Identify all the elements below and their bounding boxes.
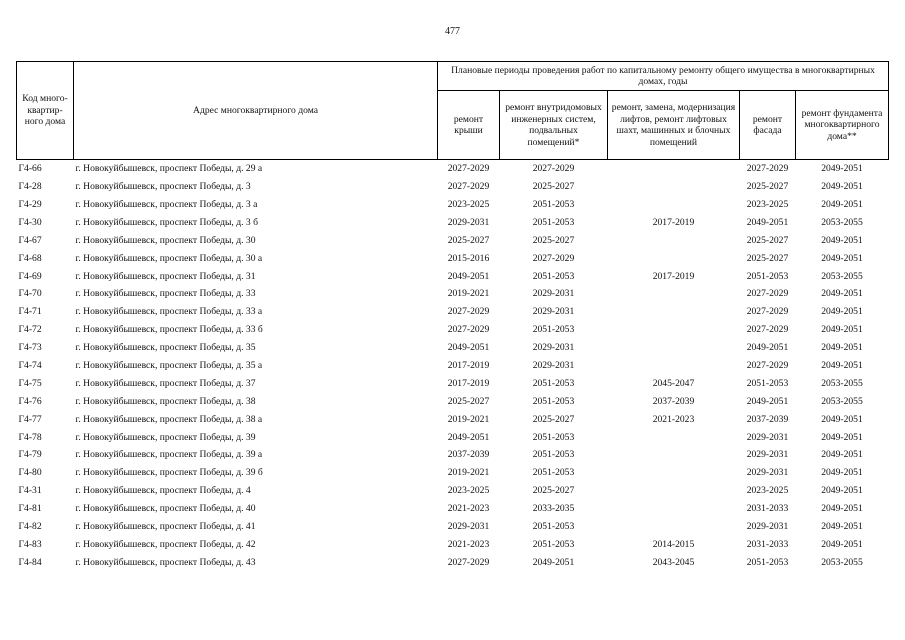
row-engineering: 2051-2053 [532,324,575,336]
row-foundation: 2049-2051 [821,538,863,550]
row-code: Г4-79 [18,449,42,461]
row-code: Г4-31 [18,485,42,497]
row-elevators [608,321,740,339]
row-roof: 2021-2023 [447,538,490,550]
row-code: Г4-66 [18,163,42,175]
row-address: г. Новокуйбышевск, проспект Победы, д. 30 а [75,252,263,264]
row-facade: 2051-2053 [746,377,789,389]
row-address: г. Новокуйбышевск, проспект Победы, д. 42 [75,538,256,550]
row-address: г. Новокуйбышевск, проспект Победы, д. 37 [75,377,256,389]
row-foundation: 2049-2051 [821,234,863,246]
row-code: Г4-69 [18,270,42,282]
row-facade: 2049-2051 [746,216,789,228]
row-facade: 2025-2027 [746,181,789,193]
row-code: Г4-28 [18,181,42,193]
row-facade: 2051-2053 [746,270,789,282]
row-engineering: 2027-2029 [532,252,575,264]
row-elevators [608,482,740,500]
row-engineering: 2051-2053 [532,431,575,443]
row-address: г. Новокуйбышевск, проспект Победы, д. 3 [75,181,251,193]
row-address: г. Новокуйбышевск, проспект Победы, д. 39 б [75,467,263,479]
row-elevators [608,303,740,321]
table-body [17,160,889,572]
row-foundation: 2049-2051 [821,359,863,371]
row-code: Г4-29 [18,198,42,210]
row-engineering: 2029-2031 [532,359,575,371]
row-roof: 2023-2025 [447,485,490,497]
row-facade: 2031-2033 [746,538,789,550]
row-engineering: 2051-2053 [532,467,575,479]
row-facade: 2029-2031 [746,467,789,479]
row-facade: 2027-2029 [746,306,789,318]
row-facade: 2031-2033 [746,503,789,515]
row-code: Г4-68 [18,252,42,264]
table-row [17,393,889,411]
row-elevators: 2045-2047 [652,377,695,389]
row-code: Г4-73 [18,342,42,354]
row-facade: 2027-2029 [746,324,789,336]
row-roof: 2027-2029 [447,163,490,175]
row-foundation: 2049-2051 [821,288,863,300]
row-code: Г4-70 [18,288,42,300]
header-periods: Плановые периоды проведения работ по капитальному ремонту общего имущества в многоквартирных домах, годы [438,62,889,91]
table-row [17,410,889,428]
row-address: г. Новокуйбышевск, проспект Победы, д. 30 [75,234,256,246]
row-roof: 2019-2021 [447,288,490,300]
row-elevators: 2014-2015 [652,538,695,550]
row-engineering: 2051-2053 [532,377,575,389]
row-roof: 2025-2027 [447,234,490,246]
row-engineering: 2051-2053 [532,395,575,407]
row-facade: 2025-2027 [746,252,789,264]
row-code: Г4-76 [18,395,42,407]
row-code: Г4-80 [18,467,42,479]
row-address: г. Новокуйбышевск, проспект Победы, д. 39 [75,431,256,443]
row-code: Г4-84 [18,556,42,568]
row-foundation: 2049-2051 [821,342,863,354]
row-elevators [608,428,740,446]
row-address: г. Новокуйбышевск, проспект Победы, д. 38 [75,395,256,407]
row-elevators [608,464,740,482]
row-code: Г4-67 [18,234,42,246]
row-engineering: 2029-2031 [532,306,575,318]
row-address: г. Новокуйбышевск, проспект Победы, д. 33 [75,288,256,300]
row-foundation: 2049-2051 [821,521,863,532]
row-code: Г4-74 [18,359,42,371]
row-facade: 2029-2031 [746,521,789,532]
row-address: г. Новокуйбышевск, проспект Победы, д. 35 [75,342,256,354]
table-row [17,214,889,232]
table-row [17,232,889,250]
row-elevators: 2037-2039 [652,395,695,407]
row-foundation: 2049-2051 [821,467,863,479]
row-engineering: 2025-2027 [532,413,575,425]
row-foundation: 2049-2051 [821,413,863,425]
row-foundation: 2053-2055 [821,270,863,282]
table-row [17,554,889,572]
row-facade: 2023-2025 [746,198,789,210]
row-elevators [608,500,740,518]
page-number: 477 [445,26,460,37]
row-engineering: 2051-2053 [532,270,575,282]
row-facade: 2037-2039 [746,413,789,425]
row-code: Г4-75 [18,377,42,389]
row-roof: 2027-2029 [447,324,490,336]
table-row [17,536,889,554]
row-roof: 2049-2051 [447,431,490,443]
row-code: Г4-83 [18,538,42,550]
row-elevators [608,160,740,178]
row-facade: 2027-2029 [746,359,789,371]
row-code: Г4-71 [18,306,42,318]
row-roof: 2037-2039 [447,449,490,461]
row-roof: 2027-2029 [447,181,490,193]
row-address: г. Новокуйбышевск, проспект Победы, д. 3 б [75,216,258,228]
row-roof: 2025-2027 [447,395,490,407]
row-foundation: 2049-2051 [821,306,863,318]
header-address: Адрес многоквартирного дома [74,62,438,160]
row-engineering: 2033-2035 [532,503,575,515]
header-roof: ремонт крыши [438,91,500,160]
row-elevators [608,196,740,214]
row-code: Г4-78 [18,431,42,443]
row-facade: 2029-2031 [746,431,789,443]
row-foundation: 2053-2055 [821,556,863,568]
row-address: г. Новокуйбышевск, проспект Победы, д. 33 б [75,324,263,336]
row-facade: 2023-2025 [746,485,789,497]
table-row [17,518,889,536]
row-roof: 2017-2019 [447,377,490,389]
row-engineering: 2029-2031 [532,342,575,354]
row-foundation: 2049-2051 [821,431,863,443]
table-row [17,500,889,518]
header-elevators: ремонт, замена, модернизация лифтов, ремонт лифтовых шахт, машинных и блочных помещений [608,91,740,160]
table-row [17,303,889,321]
row-elevators [608,357,740,375]
row-code: Г4-77 [18,413,42,425]
table-row [17,160,889,178]
row-facade: 2049-2051 [746,395,789,407]
row-address: г. Новокуйбышевск, проспект Победы, д. 3 а [75,198,258,210]
table-row [17,196,889,214]
row-code: Г4-82 [18,521,42,532]
row-foundation: 2049-2051 [821,449,863,461]
table-header [17,62,889,160]
row-foundation: 2053-2055 [821,216,863,228]
row-elevators: 2017-2019 [652,216,695,228]
table-row [17,464,889,482]
row-elevators [608,178,740,196]
table-row [17,482,889,500]
row-roof: 2049-2051 [447,342,490,354]
row-engineering: 2027-2029 [532,163,575,175]
table-row [17,357,889,375]
row-foundation: 2049-2051 [821,181,863,193]
table-row [17,428,889,446]
row-address: г. Новокуйбышевск, проспект Победы, д. 38 а [75,413,263,425]
row-address: г. Новокуйбышевск, проспект Победы, д. 35 а [75,359,263,371]
row-engineering: 2025-2027 [532,234,575,246]
table-row [17,249,889,267]
row-elevators: 2021-2023 [652,413,695,425]
row-address: г. Новокуйбышевск, проспект Победы, д. 4 [75,485,251,497]
row-elevators [608,446,740,464]
row-engineering: 2051-2053 [532,521,575,532]
row-address: г. Новокуйбышевск, проспект Победы, д. 43 [75,556,256,568]
row-roof: 2029-2031 [447,216,490,228]
row-roof: 2029-2031 [447,521,490,532]
row-elevators [608,232,740,250]
row-facade: 2051-2053 [746,556,789,568]
row-facade: 2029-2031 [746,449,789,461]
row-address: г. Новокуйбышевск, проспект Победы, д. 40 [75,503,256,515]
row-elevators [608,249,740,267]
row-engineering: 2051-2053 [532,216,575,228]
header-facade: ремонт фасада [740,91,796,160]
row-elevators [608,285,740,303]
row-roof: 2019-2021 [447,413,490,425]
row-code: Г4-72 [18,324,42,336]
table-row [17,375,889,393]
row-roof: 2023-2025 [447,198,490,210]
row-engineering: 2025-2027 [532,485,575,497]
row-address: г. Новокуйбышевск, проспект Победы, д. 33 а [75,306,263,318]
row-engineering: 2051-2053 [532,198,575,210]
row-engineering: 2029-2031 [532,288,575,300]
row-engineering: 2051-2053 [532,538,575,550]
table-row [17,178,889,196]
row-address: г. Новокуйбышевск, проспект Победы, д. 39 а [75,449,263,461]
row-code: Г4-81 [18,503,42,515]
row-roof: 2019-2021 [447,467,490,479]
row-facade: 2025-2027 [746,234,789,246]
row-elevators: 2043-2045 [652,556,695,568]
row-address: г. Новокуйбышевск, проспект Победы, д. 29 а [75,163,263,175]
row-foundation: 2049-2051 [821,485,863,497]
table-row [17,285,889,303]
row-roof: 2015-2016 [447,252,490,264]
row-roof: 2027-2029 [447,556,490,568]
row-foundation: 2049-2051 [821,503,863,515]
row-roof: 2021-2023 [447,503,490,515]
row-address: г. Новокуйбышевск, проспект Победы, д. 41 [75,521,256,532]
row-foundation: 2049-2051 [821,198,863,210]
capital-repair-table [16,61,889,571]
row-facade: 2027-2029 [746,163,789,175]
table-row [17,339,889,357]
row-address: г. Новокуйбышевск, проспект Победы, д. 31 [75,270,256,282]
table-row [17,446,889,464]
row-roof: 2027-2029 [447,306,490,318]
row-foundation: 2049-2051 [821,163,863,175]
row-engineering: 2049-2051 [532,556,575,568]
row-foundation: 2049-2051 [821,252,863,264]
header-foundation: ремонт фундамента многоквартирного дома** [796,91,889,160]
row-elevators: 2017-2019 [652,270,695,282]
row-foundation: 2053-2055 [821,395,863,407]
row-elevators [608,518,740,536]
row-roof: 2049-2051 [447,270,490,282]
row-facade: 2027-2029 [746,288,789,300]
header-code: Код много-квартир-ного дома [17,62,74,160]
row-code: Г4-30 [18,216,42,228]
header-engineering: ремонт внутридомовых инженерных систем, подвальных помещений* [500,91,608,160]
row-engineering: 2025-2027 [532,181,575,193]
row-elevators [608,339,740,357]
row-foundation: 2053-2055 [821,377,863,389]
row-roof: 2017-2019 [447,359,490,371]
row-facade: 2049-2051 [746,342,789,354]
row-engineering: 2051-2053 [532,449,575,461]
row-foundation: 2049-2051 [821,324,863,336]
table-row [17,267,889,285]
table-row [17,321,889,339]
